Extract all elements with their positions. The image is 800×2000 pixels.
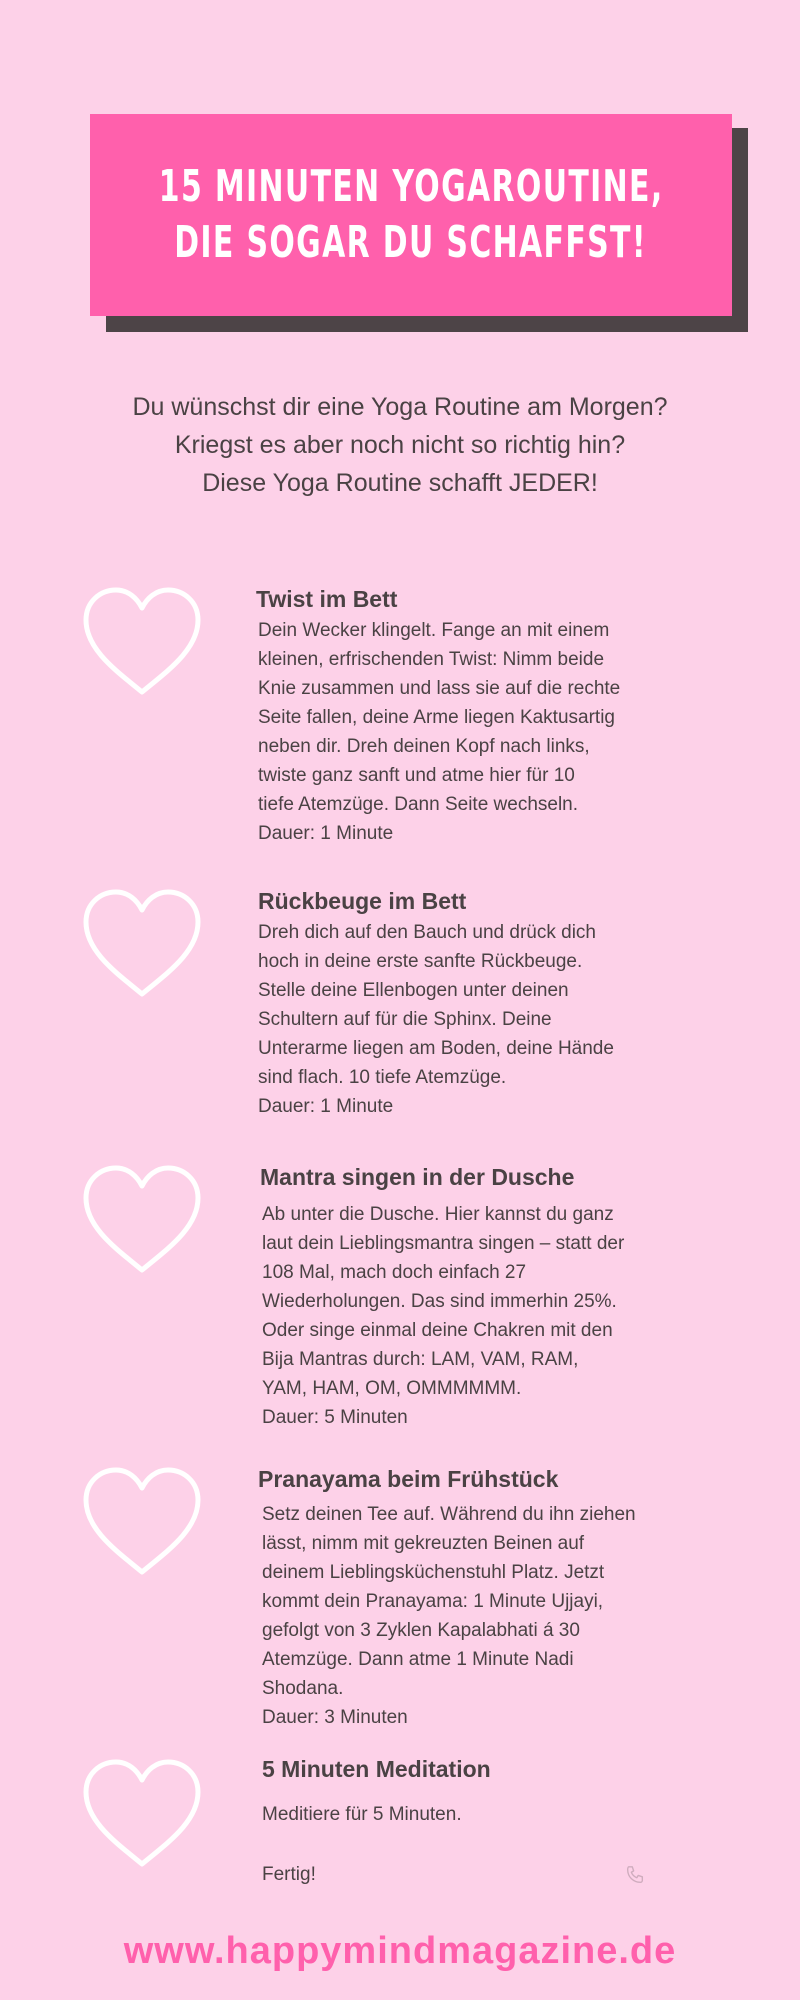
item-line: sind flach. 10 tiefe Atemzüge. [258,1067,507,1088]
item-line: Setz deinen Tee auf. Während du ihn ziehen [262,1504,636,1525]
item-line: neben dir. Dreh deinen Kopf nach links, [258,736,590,757]
intro-line-1: Du wünschst dir eine Yoga Routine am Morgen? [132,393,668,421]
heart-outline-icon [78,1162,206,1278]
item-line: Bija Mantras durch: LAM, VAM, RAM, [262,1349,579,1370]
item-line: kommt dein Pranayama: 1 Minute Ujjayi, [262,1591,604,1612]
item-title: Rückbeuge im Bett [258,888,467,914]
item-line: Ab unter die Dusche. Hier kannst du ganz [262,1204,614,1225]
item-line: twiste ganz sanft und atme hier für 10 [258,765,575,786]
item-spacer [262,1830,462,1860]
intro-line-2: Kriegst es aber noch nicht so richtig hin? [174,431,626,459]
item-line: Seite fallen, deine Arme liegen Kaktusartig [258,707,615,728]
heart-outline-icon [78,1464,206,1580]
item-line: hoch in deine erste sanfte Rückbeuge. [258,951,583,972]
title-line-1: 15 MINUTEN YOGAROUTINE, [158,161,664,212]
item-line: Dein Wecker klingelt. Fange an mit einem [258,620,610,641]
item-title: Twist im Bett [256,586,398,612]
item-line: lässt, nimm mit gekreuzten Beinen auf [262,1533,585,1554]
item-line: tiefe Atemzüge. Dann Seite wechseln. [258,794,579,815]
item-line: Schultern auf für die Sphinx. Deine [258,1009,552,1030]
item-duration: Dauer: 1 Minute [258,1096,394,1117]
heart-outline-icon [78,584,206,700]
item-line: 108 Mal, mach doch einfach 27 [262,1262,527,1283]
phone-icon [624,1864,646,1886]
item-line: YAM, HAM, OM, OMMMMMM. [262,1378,522,1399]
title-banner [90,114,732,316]
intro-line-3: Diese Yoga Routine schafft JEDER! [202,469,598,497]
item-line: gefolgt von 3 Zyklen Kapalabhati á 30 [262,1620,580,1641]
intro-text [40,388,760,502]
item-description [262,1200,624,1432]
item-line: Stelle deine Ellenbogen unter deinen [258,980,569,1001]
title-line-2: DIE SOGAR DU SCHAFFST! [174,217,648,268]
item-line: Shodana. [262,1678,344,1699]
item-line: laut dein Lieblingsmantra singen – statt der [262,1233,625,1254]
item-duration: Dauer: 1 Minute [258,823,394,844]
item-description [258,616,620,848]
item-title: 5 Minuten Meditation [262,1756,491,1782]
item-line: Oder singe einmal deine Chakren mit den [262,1320,613,1341]
item-line: Meditiere für 5 Minuten. [262,1804,462,1825]
item-duration: Dauer: 3 Minuten [262,1707,408,1728]
item-line: Unterarme liegen am Boden, deine Hände [258,1038,614,1059]
item-description [262,1800,462,1890]
item-line: Dreh dich auf den Bauch und drück dich [258,922,596,943]
item-description [262,1500,636,1732]
item-line: Knie zusammen und lass sie auf die rechte [258,678,621,699]
heart-outline-icon [78,886,206,1002]
item-final-note: Fertig! [262,1864,316,1885]
item-line: Wiederholungen. Das sind immerhin 25%. [262,1291,617,1312]
item-duration: Dauer: 5 Minuten [262,1407,408,1428]
item-title: Pranayama beim Frühstück [258,1466,559,1492]
item-line: deinem Lieblingsküchenstuhl Platz. Jetzt [262,1562,605,1583]
footer-website-link[interactable]: www.happymindmagazine.de [123,1930,677,1972]
item-title: Mantra singen in der Dusche [260,1164,575,1190]
item-line: kleinen, erfrischenden Twist: Nimm beide [258,649,605,670]
item-line: Atemzüge. Dann atme 1 Minute Nadi [262,1649,574,1670]
heart-outline-icon [78,1756,206,1872]
item-description [258,918,614,1121]
